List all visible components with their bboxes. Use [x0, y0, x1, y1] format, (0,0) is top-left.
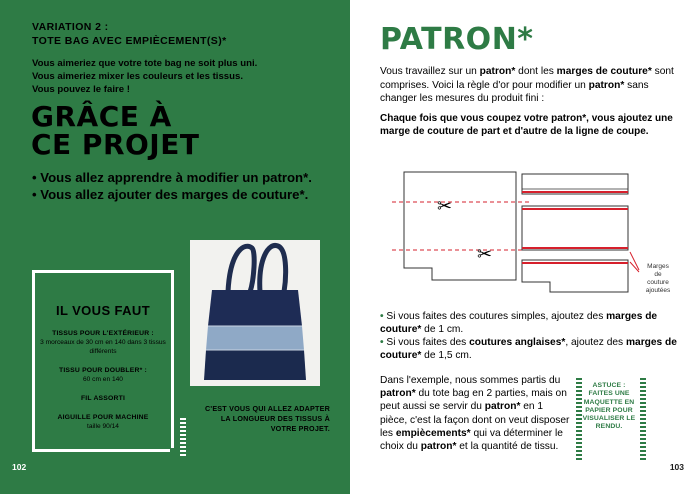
material-item — [35, 366, 171, 384]
text: Si vous faites des coutures simples, ajoutez des — [386, 311, 607, 322]
scissors-icon: ✂ — [477, 244, 493, 265]
title-line-1: GRÂCE À — [31, 100, 172, 133]
term: marges de couture* — [380, 311, 658, 335]
margin-label: ajoutées — [645, 287, 671, 294]
material-heading: FIL ASSORTI — [80, 395, 126, 402]
text: de 1,5 cm. — [421, 350, 472, 361]
title-line-2: CE PROJET — [31, 128, 200, 161]
text: dont les — [515, 66, 557, 77]
tip-box — [581, 378, 637, 462]
term: patron* — [484, 401, 521, 413]
tip-stripes-right — [640, 378, 646, 462]
text: , ajoutez des — [565, 337, 626, 348]
term: marges de couture* — [556, 66, 652, 77]
diagram-svg — [392, 168, 684, 296]
tote-bag-photo — [190, 240, 320, 386]
text: sans changer les mesures du produit fini : — [380, 79, 649, 104]
golden-rule: Chaque fois que vous coupez votre patron*, vous ajoutez une marge de couture de part et d'autre de la ligne de coupe. — [380, 113, 673, 137]
term: marges de couture* — [380, 337, 677, 361]
goal-item: • Vous allez apprendre à modifier un patron*. — [32, 170, 312, 185]
margin-label: de — [654, 271, 662, 278]
text: de 1 cm. — [421, 324, 464, 335]
intro-line: Vous aimeriez mixer les couleurs et les tissus. — [32, 71, 243, 82]
term: patron* — [479, 66, 516, 77]
bullet-dot-icon: • — [380, 311, 387, 322]
text: qui va déterminer le choix du — [380, 427, 563, 453]
scissors-icon: ✂ — [437, 196, 453, 217]
adapt-length-note: C'EST VOUS QUI ALLEZ ADAPTER LA LONGUEUR DES TISSUS À VOTRE PROJET. — [205, 404, 330, 433]
tip-text: ASTUCE : FAITES UNE MAQUETTE EN PAPIER POUR VISUALISER LE RENDU. — [582, 382, 636, 431]
material-heading: TISSU POUR DOUBLER* : — [58, 367, 148, 374]
list-item — [380, 336, 680, 362]
text: et la quantité de tissu. — [456, 441, 559, 453]
intro-text — [32, 57, 322, 96]
material-item — [35, 329, 171, 356]
kicker-line-1: VARIATION 2 : — [32, 21, 109, 33]
text: Si vous faites des — [386, 337, 470, 348]
material-heading: AIGUILLE POUR MACHINE — [57, 414, 149, 421]
decorative-stripes — [180, 418, 186, 456]
term: coutures anglaises* — [469, 337, 566, 348]
patron-title: PATRON* — [380, 22, 534, 57]
seam-options-list — [380, 310, 680, 362]
margin-label: Marges — [647, 263, 669, 270]
goals-list — [32, 170, 332, 204]
variation-kicker — [32, 20, 227, 48]
box-corner-notch — [170, 448, 178, 456]
text: Vous travaillez sur un — [380, 66, 480, 77]
margin-label: couture — [647, 279, 669, 286]
goal-item: • Vous allez ajouter des marges de couture*. — [32, 187, 309, 202]
material-detail: 3 morceaux de 30 cm en 140 dans 3 tissus différents — [40, 339, 166, 355]
text: Dans l'exemple, nous sommes partis du — [380, 375, 561, 386]
project-title — [31, 100, 200, 161]
text: sont comprises. Voici la règle d'or pour modifier un — [380, 66, 674, 91]
material-detail: taille 90/14 — [87, 423, 119, 430]
materials-box — [32, 270, 174, 452]
term: empiècements* — [395, 427, 471, 439]
page-number-left: 102 — [12, 462, 27, 472]
term: patron* — [380, 388, 416, 400]
seam-allowance-diagram — [392, 168, 684, 296]
text: du tote bag en 2 parties, mais on peut aussi se servir du — [380, 388, 567, 413]
bullet-dot-icon: • — [380, 337, 387, 348]
kicker-line-2: TOTE BAG AVEC EMPIÈCEMENT(S)* — [32, 35, 227, 47]
materials-title: IL VOUS FAUT — [55, 303, 151, 318]
material-heading: TISSUS POUR L'EXTÉRIEUR : — [52, 330, 154, 337]
material-detail: 60 cm en 140 — [83, 376, 123, 383]
example-paragraph — [380, 374, 570, 453]
material-item — [35, 413, 171, 431]
tote-bag-illustration — [190, 240, 320, 386]
intro-line: Vous pouvez le faire ! — [32, 84, 130, 95]
term: patron* — [588, 79, 625, 91]
page-number-right: 103 — [669, 462, 684, 472]
material-item — [35, 394, 171, 403]
pattern-intro-paragraph — [380, 65, 680, 106]
list-item — [380, 310, 680, 336]
term: patron* — [420, 441, 457, 453]
text: en 1 pièce, c'est la façon dont on veut disposer les — [380, 401, 570, 439]
intro-line: Vous aimeriez que votre tote bag ne soit plus uni. — [32, 58, 258, 69]
